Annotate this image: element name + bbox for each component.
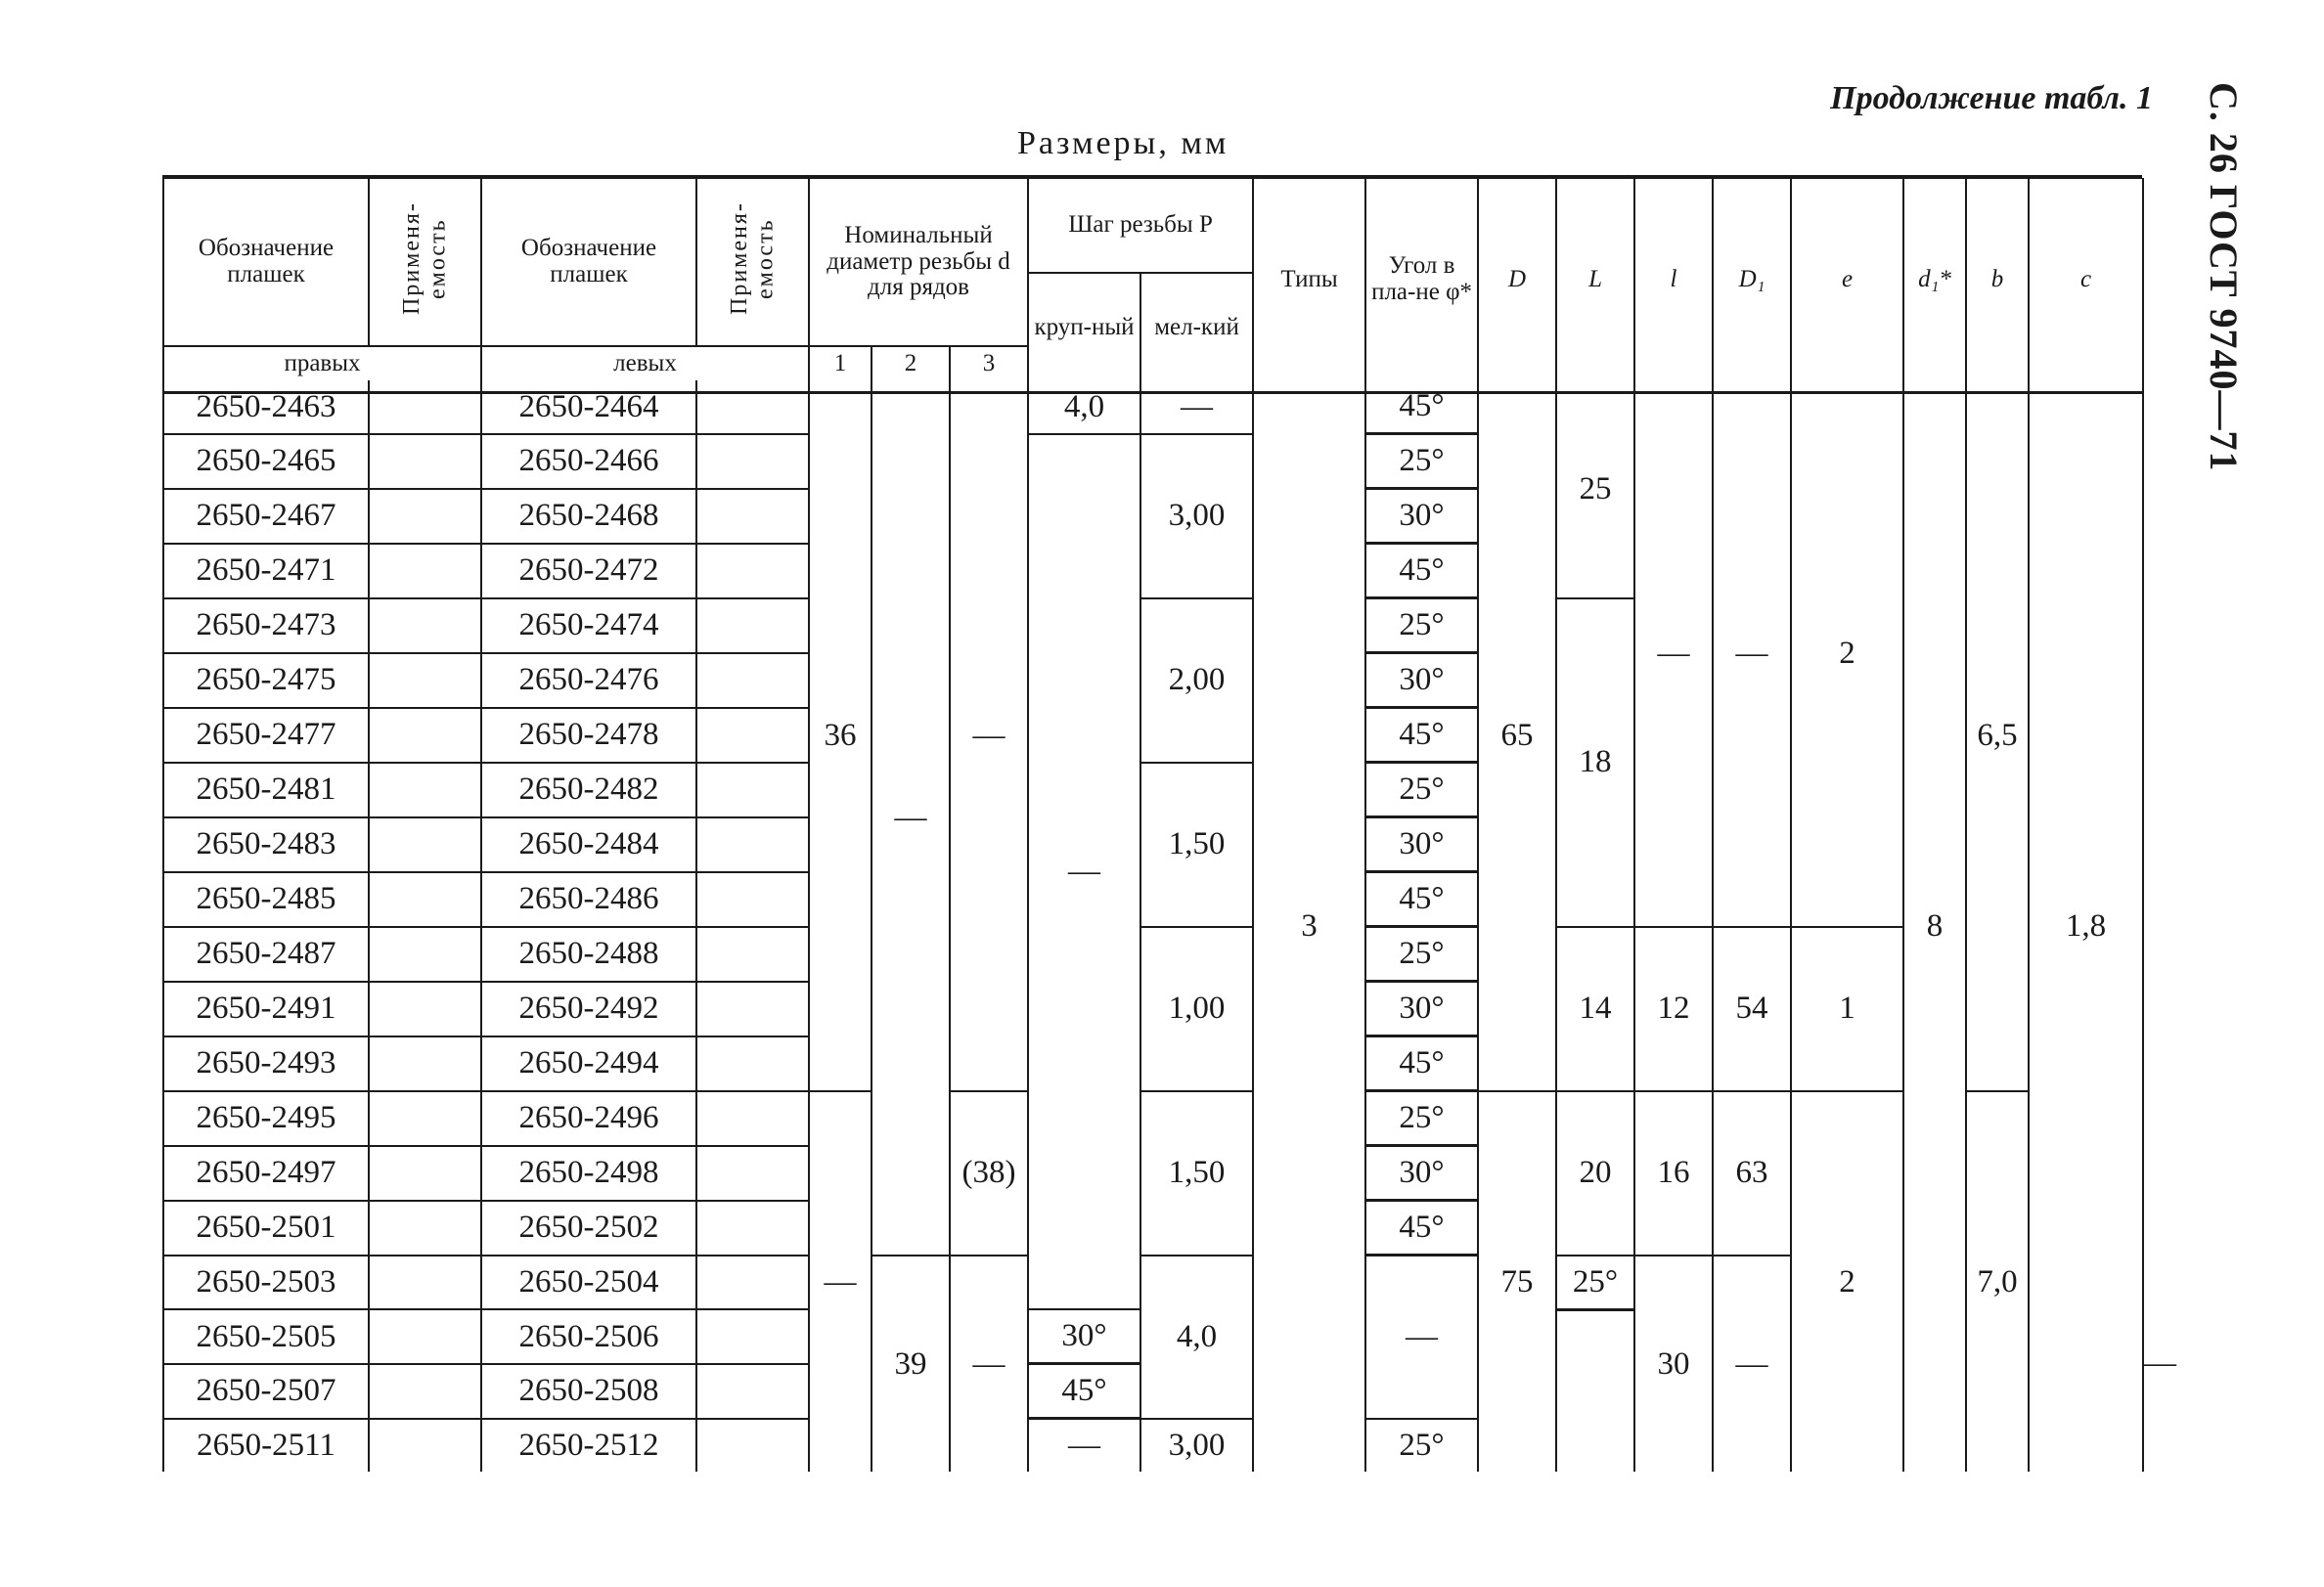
- header-designation-left: Обозначение плашек: [481, 178, 696, 346]
- L-value: 25: [1556, 380, 1634, 598]
- applicability-cell: [696, 653, 809, 708]
- continuation-label: Продолжение табл. 1: [1830, 80, 2153, 116]
- right-designation: 2650-2493: [163, 1036, 369, 1091]
- left-designation: 2650-2512: [481, 1419, 696, 1473]
- header-coarse: круп-ный: [1028, 273, 1140, 380]
- applicability-cell: [696, 544, 809, 598]
- left-designation: 2650-2468: [481, 489, 696, 544]
- d-row3-value: (38): [950, 1091, 1028, 1256]
- fine-pitch: 2,00: [1140, 598, 1253, 763]
- left-designation: 2650-2482: [481, 763, 696, 817]
- applicability-cell: [696, 982, 809, 1036]
- applicability-cell: [369, 982, 481, 1036]
- dies-table: Обозначение плашек Применя-емость Обозначение плашек Применя-емость Номинальный диаметр резьбы d для рядов Шаг резьбы P Типы Угол в пла-не φ* D L l D₁ e d₁* b c круп-ный мел-кий правых левых 1 2 3 2650-2463 2650-2464 36 — — 4,0 — 3 45° 65 25 — — 2 8 6,5 1,8 2650-2465 2650-2466 — 3,00 25° 2650-2467 2650-2468 30° 2650-2471 2650-2472 45° 2650-2473 2650-2474 2,00 25° 18 2650-2475 2650-2476 30° 2650-2477 2650-2478 45° 2650-2481 2650-2482 1,50 25° 2650-2483 2650-2484 30° 2650-2485 2650-2486 45° 2650-2487 2650-2488 1,00 25° 14 12 54 1 2650-2491 2650-2492 30° 2650-2493 2650-2494 45° 2650-2495 2650-2496 — (38) 1,50 25° 75 20 16 63 2 7,0 2650-2497 2650-2498 30° 2650-2501 2650-2502 45° 2650-2503 2650-2504 39 — 4,0 — 25° 30 — — 2650-2505 2650-2506 30° 2650-2507 2650-2508 45° 2650-2511 2650-2512 — 3,00 25°: [162, 178, 2144, 1472]
- right-designation: 2650-2507: [163, 1364, 369, 1419]
- d-row1-value: —: [809, 1091, 872, 1473]
- d-row1-value: 36: [809, 380, 872, 1091]
- D1-value: —: [1713, 380, 1791, 927]
- applicability-cell: [369, 380, 481, 434]
- standard-number: С. 26 ГОСТ 9740—71: [2202, 82, 2246, 472]
- angle-value: 25°: [1365, 598, 1478, 653]
- angle-value: 45°: [1365, 1201, 1478, 1256]
- right-designation: 2650-2495: [163, 1091, 369, 1146]
- b-value: 6,5: [1966, 380, 2029, 1091]
- fine-pitch: 3,00: [1140, 434, 1253, 598]
- right-designation: 2650-2491: [163, 982, 369, 1036]
- fine-pitch: 1,50: [1140, 763, 1253, 927]
- left-designation: 2650-2504: [481, 1256, 696, 1310]
- applicability-cell: [369, 1201, 481, 1256]
- applicability-cell: [369, 434, 481, 489]
- header-angle: Угол в пла-не φ*: [1365, 178, 1478, 380]
- left-designation: 2650-2508: [481, 1364, 696, 1419]
- l-value: —: [1713, 1256, 1791, 1473]
- header-fine: мел-кий: [1140, 273, 1253, 380]
- applicability-cell: [696, 1256, 809, 1310]
- header-thread-pitch: Шаг резьбы P: [1028, 178, 1253, 273]
- header-right: правых: [163, 346, 481, 380]
- applicability-cell: [696, 1146, 809, 1201]
- right-designation: 2650-2483: [163, 817, 369, 872]
- header-left: левых: [481, 346, 809, 380]
- left-designation: 2650-2466: [481, 434, 696, 489]
- angle-value: 45°: [1365, 544, 1478, 598]
- d1-value: 8: [1903, 380, 1966, 1472]
- applicability-cell: [369, 817, 481, 872]
- applicability-cell: [369, 927, 481, 982]
- angle-value: 45°: [1365, 380, 1478, 434]
- L-value: 14: [1556, 927, 1634, 1091]
- right-designation: 2650-2467: [163, 489, 369, 544]
- right-designation: 2650-2465: [163, 434, 369, 489]
- header-nominal-diameter: Номинальный диаметр резьбы d для рядов: [809, 178, 1028, 346]
- D1-value: 54: [1713, 927, 1791, 1091]
- coarse-pitch: 4,0: [1140, 1256, 1253, 1419]
- applicability-cell: [369, 598, 481, 653]
- angle-value: 45°: [1365, 1036, 1478, 1091]
- header-row-2: 2: [872, 346, 950, 380]
- angle-value: 45°: [1028, 1364, 1140, 1419]
- left-designation: 2650-2476: [481, 653, 696, 708]
- angle-value: 25°: [1365, 927, 1478, 982]
- header-b: b: [1966, 178, 2029, 380]
- applicability-cell: [369, 763, 481, 817]
- coarse-pitch: —: [1028, 434, 1140, 1310]
- fine-pitch: —: [1140, 380, 1253, 434]
- D-value: 65: [1478, 380, 1556, 1091]
- angle-value: 25°: [1556, 1256, 1634, 1310]
- right-designation: 2650-2471: [163, 544, 369, 598]
- right-designation: 2650-2505: [163, 1309, 369, 1364]
- applicability-cell: [696, 1419, 809, 1473]
- l-value: 12: [1634, 927, 1713, 1091]
- angle-value: 30°: [1365, 1146, 1478, 1201]
- applicability-cell: [369, 1256, 481, 1310]
- applicability-cell: [696, 763, 809, 817]
- applicability-cell: [369, 489, 481, 544]
- page-sidebar: [2179, 82, 2267, 472]
- header-row-3: 3: [950, 346, 1028, 380]
- right-designation: 2650-2481: [163, 763, 369, 817]
- applicability-cell: [696, 927, 809, 982]
- fine-pitch: 1,00: [1140, 927, 1253, 1091]
- fine-pitch: —: [1365, 1256, 1478, 1419]
- header-row-1: 1: [809, 346, 872, 380]
- header-designation-right: Обозначение плашек: [163, 178, 369, 346]
- angle-value: 30°: [1028, 1309, 1140, 1364]
- angle-value: 30°: [1365, 982, 1478, 1036]
- fine-pitch: 3,00: [1140, 1419, 1253, 1473]
- angle-value: 45°: [1365, 708, 1478, 763]
- right-designation: 2650-2497: [163, 1146, 369, 1201]
- applicability-cell: [369, 708, 481, 763]
- right-designation: 2650-2473: [163, 598, 369, 653]
- header-D: D: [1478, 178, 1556, 380]
- header-L: L: [1556, 178, 1634, 380]
- angle-value: 30°: [1365, 489, 1478, 544]
- left-designation: 2650-2502: [481, 1201, 696, 1256]
- applicability-cell: [696, 708, 809, 763]
- c-value: 1,8: [2029, 380, 2143, 1472]
- fine-pitch: 1,50: [1140, 1091, 1253, 1256]
- angle-value: 45°: [1365, 872, 1478, 927]
- applicability-cell: [696, 817, 809, 872]
- b-value: 7,0: [1966, 1091, 2029, 1473]
- right-designation: 2650-2463: [163, 380, 369, 434]
- header-d1: d₁*: [1903, 178, 1966, 380]
- applicability-cell: [369, 1091, 481, 1146]
- right-designation: 2650-2487: [163, 927, 369, 982]
- applicability-cell: [696, 872, 809, 927]
- applicability-cell: [696, 1036, 809, 1091]
- right-designation: 2650-2511: [163, 1419, 369, 1473]
- angle-value: 30°: [1365, 817, 1478, 872]
- angle-value: 25°: [1365, 1091, 1478, 1146]
- header-e: e: [1791, 178, 1903, 380]
- right-designation: 2650-2477: [163, 708, 369, 763]
- l-value: 16: [1634, 1091, 1713, 1256]
- left-designation: 2650-2492: [481, 982, 696, 1036]
- D-value: 75: [1478, 1091, 1556, 1473]
- angle-value: 25°: [1365, 1419, 1478, 1473]
- right-designation: 2650-2503: [163, 1256, 369, 1310]
- applicability-cell: [696, 1201, 809, 1256]
- left-designation: 2650-2472: [481, 544, 696, 598]
- left-designation: 2650-2506: [481, 1309, 696, 1364]
- applicability-cell: [369, 872, 481, 927]
- header-applicability-left: Применя-емость: [696, 178, 809, 346]
- d-row2-value: 39: [872, 1256, 950, 1473]
- coarse-pitch: —: [1028, 1419, 1140, 1473]
- applicability-cell: [369, 1146, 481, 1201]
- applicability-cell: [369, 1364, 481, 1419]
- left-designation: 2650-2486: [481, 872, 696, 927]
- L-value: 18: [1556, 598, 1634, 927]
- e-value: 2: [1791, 380, 1903, 927]
- d-row3-value: —: [950, 380, 1028, 1091]
- d-row3-value: —: [950, 1256, 1028, 1473]
- angle-value: 25°: [1365, 763, 1478, 817]
- left-designation: 2650-2496: [481, 1091, 696, 1146]
- header-l: l: [1634, 178, 1713, 380]
- coarse-pitch: 4,0: [1028, 380, 1140, 434]
- applicability-cell: [369, 1036, 481, 1091]
- types-value: 3: [1253, 380, 1365, 1472]
- right-designation: 2650-2475: [163, 653, 369, 708]
- e-value: 2: [1791, 1091, 1903, 1473]
- left-designation: 2650-2484: [481, 817, 696, 872]
- header-D1: D₁: [1713, 178, 1791, 380]
- angle-value: 25°: [1365, 434, 1478, 489]
- left-designation: 2650-2494: [481, 1036, 696, 1091]
- header-types: Типы: [1253, 178, 1365, 380]
- left-designation: 2650-2488: [481, 927, 696, 982]
- applicability-cell: [369, 1309, 481, 1364]
- left-designation: 2650-2474: [481, 598, 696, 653]
- applicability-cell: [696, 489, 809, 544]
- applicability-cell: [696, 380, 809, 434]
- header-c: c: [2029, 178, 2143, 380]
- header-applicability-right: Применя-емость: [369, 178, 481, 346]
- angle-value: 30°: [1365, 653, 1478, 708]
- sizes-caption: Размеры, мм: [1017, 125, 1229, 161]
- left-designation: 2650-2478: [481, 708, 696, 763]
- applicability-cell: [696, 1091, 809, 1146]
- applicability-cell: [696, 598, 809, 653]
- applicability-cell: [696, 1364, 809, 1419]
- right-designation: 2650-2485: [163, 872, 369, 927]
- l-value: —: [1634, 380, 1713, 927]
- e-value: 1: [1791, 927, 1903, 1091]
- D1-value: 63: [1713, 1091, 1791, 1256]
- left-designation: 2650-2498: [481, 1146, 696, 1201]
- L-value: 30: [1634, 1256, 1713, 1473]
- applicability-cell: [369, 653, 481, 708]
- applicability-cell: [696, 434, 809, 489]
- applicability-cell: [696, 1309, 809, 1364]
- applicability-cell: [369, 1419, 481, 1473]
- left-designation: 2650-2464: [481, 380, 696, 434]
- d-row2-value: —: [872, 380, 950, 1256]
- L-value: 20: [1556, 1091, 1634, 1256]
- right-designation: 2650-2501: [163, 1201, 369, 1256]
- applicability-cell: [369, 544, 481, 598]
